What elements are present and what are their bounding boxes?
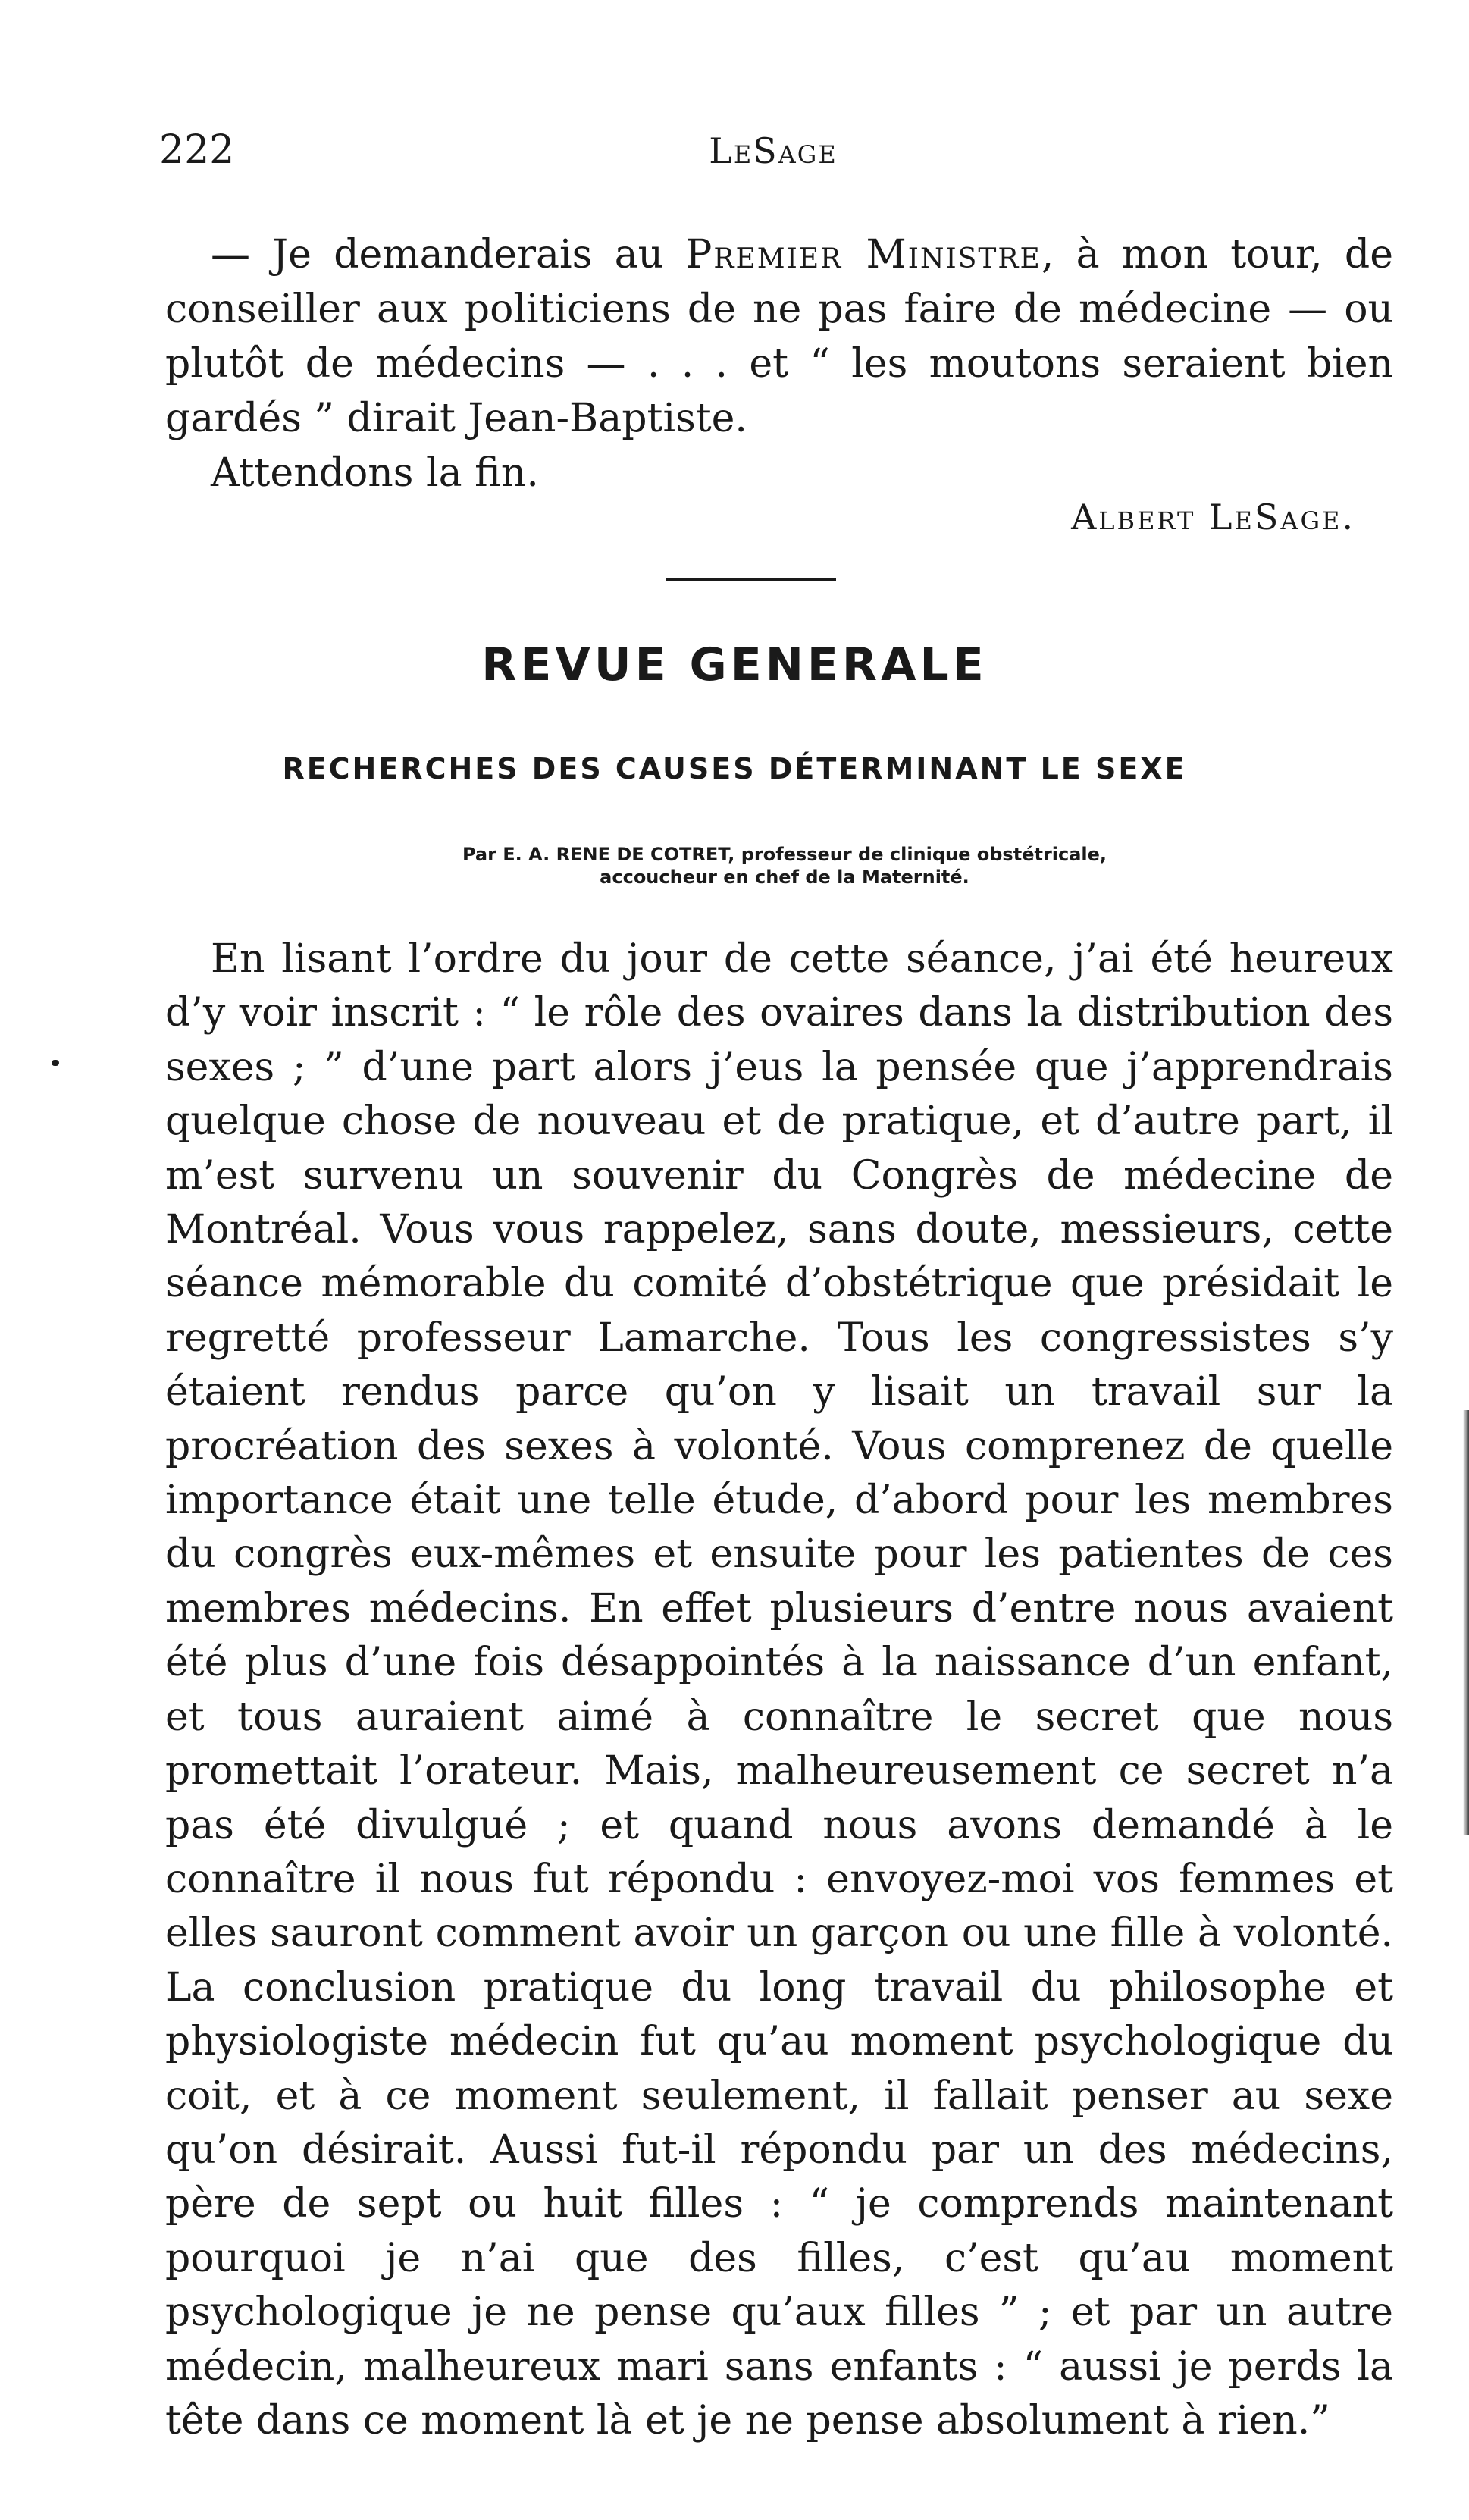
section-divider xyxy=(666,578,836,581)
running-title: LeSage xyxy=(709,130,838,171)
premier-ministre-smallcaps: Premier Ministre xyxy=(685,232,1041,277)
margin-mark xyxy=(52,1060,59,1066)
article-title: RECHERCHES DES CAUSES DÉTERMINANT LE SEXE xyxy=(282,752,1187,785)
article-body xyxy=(165,932,1393,2448)
article-byline xyxy=(349,843,1220,889)
author-signature: Albert LeSage. xyxy=(1071,497,1355,538)
running-header xyxy=(159,127,1387,188)
intro-text xyxy=(165,227,1393,500)
page-edge-shadow xyxy=(1463,1410,1469,1835)
page-number: 222 xyxy=(159,127,235,173)
body-paragraph: En lisant l’ordre du jour de cette séance, j’ai été heureux d’y voir inscrit : “ le rôle des ovaires dans la distribution des sexes ; ” d’une part alors j’eus la pensée que j’apprendrais quelque chose de nouveau et de pratique, et d’autre part, il m’est survenu un souvenir du Congrès de médecine de Montréal. Vous vous rappelez, sans doute, messieurs, cette séance mémorable du comité d’obstétrique que présidait le regretté professeur Lamarche. Tous les congressistes s’y étaient rendus parce qu’on y lisait un travail sur la procréation des sexes à volonté. Vous comprenez de quelle importance était une telle étude, d’abord pour les membres du congrès eux-mêmes et ensuite pour les patientes de ces membres médecins. En effet plusieurs d’entre nous avaient été plus d’une fois désappointés à la naissance d’un enfant, et tous auraient aimé à connaître le secret que nous promettait l’orateur. Mais, malheureusement ce secret n’a pas été divulgué ; et quand nous avons demandé à le connaître il nous fut répondu : envoyez-moi vos femmes et elles sauront comment avoir un garçon ou une fille à volonté. La conclusion pratique du long travail du philosophe et physiologiste médecin fut qu’au moment psychologique du coit, et à ce moment seulement, il fallait penser au sexe qu’on désirait. Aussi fut-il répondu par un des médecins, père de sept ou huit filles : “ je comprends maintenant pourquoi je n’ai que des filles, c’est qu’au moment psychologique je ne pense qu’aux filles ” ; et par un autre médecin, malheureux mari sans enfants : “ aussi je perds la tête dans ce moment là et je ne pense absolument à rien.” xyxy=(165,936,1393,2443)
intro-closing-paragraph: Attendons la fin. xyxy=(211,450,539,496)
intro-text-rest: , à mon tour, de conseiller aux politiciens de ne pas faire de médecine — ou plutôt de médecins — . . . et “ les moutons seraient bien gardés ” dirait Jean-Baptiste. xyxy=(165,232,1393,441)
intro-paragraph xyxy=(165,227,1393,446)
section-title: REVUE GENERALE xyxy=(481,638,988,691)
byline-line: Par E. A. RENE DE COTRET, professeur de clinique obstétricale, xyxy=(462,844,1107,865)
byline-line: accoucheur en chef de la Maternité. xyxy=(600,867,969,888)
intro-text-start: — Je demanderais au xyxy=(211,232,686,277)
